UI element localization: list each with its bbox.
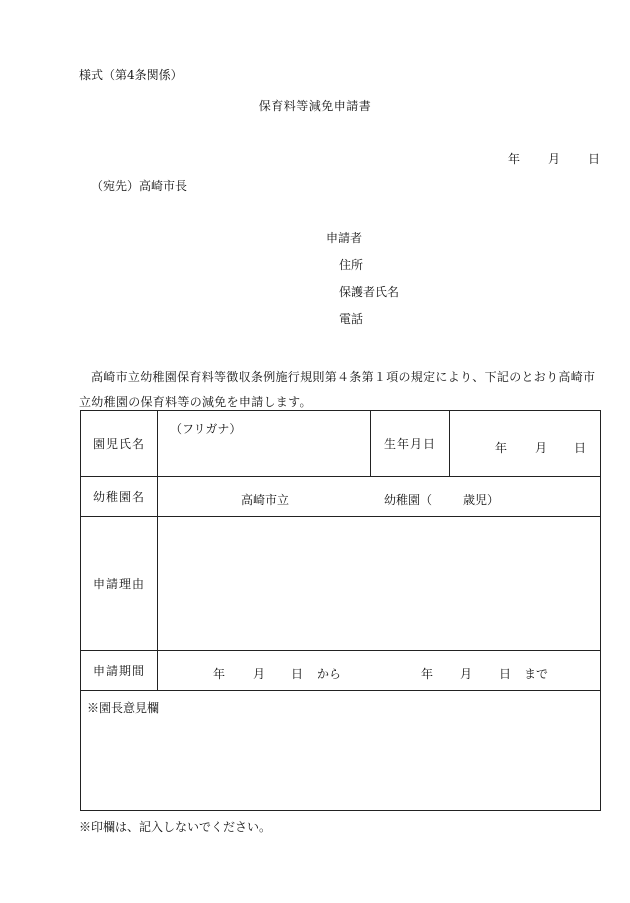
remarks-row: [81, 691, 601, 811]
applicant-guardian-name-label: 保護者氏名: [339, 285, 400, 299]
child-name-field[interactable]: [158, 411, 371, 477]
application-form-table: [80, 410, 601, 811]
page-title: 保育料等減免申請書: [258, 99, 372, 113]
period-to-day: 日: [499, 667, 512, 681]
footnote: ※印欄は、記入しないでください。: [79, 820, 272, 834]
kindergarten-row: [81, 477, 601, 517]
applicant-phone-label: 電話: [339, 312, 364, 326]
kindergarten-suffix: 幼稚園（: [384, 493, 433, 507]
dob-month-label: 月: [535, 441, 548, 455]
period-label: 申請期間: [81, 651, 158, 691]
applicant-address-label: 住所: [339, 258, 364, 272]
principal-remarks-field: [81, 691, 601, 811]
period-row: [81, 651, 601, 691]
period-from-day: 日: [291, 667, 304, 681]
period-to-word: まで: [524, 667, 549, 681]
period-to-year: 年: [421, 667, 434, 681]
applicant-heading: 申請者: [326, 231, 363, 245]
period-to-month: 月: [460, 667, 473, 681]
form-number-label: 様式（第4条関係）: [79, 68, 183, 82]
furigana-label: （フリガナ）: [170, 422, 242, 436]
addressee: （宛先）高崎市長: [91, 179, 188, 193]
age-suffix: 歳児）: [463, 493, 500, 507]
dob-label: 生年月日: [371, 411, 450, 477]
child-name-row: [81, 411, 601, 477]
reason-field[interactable]: [158, 517, 601, 651]
child-name-label: 園児氏名: [81, 411, 158, 477]
period-from-year: 年: [213, 667, 226, 681]
dob-field[interactable]: [450, 411, 601, 477]
application-statement: 高崎市立幼稚園保育料等徴収条例施行規則第４条第１項の規定により、下記のとおり高崎市立幼稚園の保育料等の減免を申請します。: [79, 370, 596, 409]
date-year-label: 年: [508, 152, 521, 166]
principal-remarks-label: ※園長意見欄: [87, 701, 160, 715]
date-day-label: 日: [588, 152, 601, 166]
date-month-label: 月: [548, 152, 561, 166]
dob-day-label: 日: [574, 441, 587, 455]
period-from-word: から: [317, 667, 342, 681]
kindergarten-field[interactable]: [158, 477, 601, 517]
period-from-month: 月: [253, 667, 266, 681]
reason-row: [81, 517, 601, 651]
kindergarten-prefix: 高崎市立: [241, 493, 290, 507]
dob-year-label: 年: [495, 441, 508, 455]
reason-label: 申請理由: [81, 517, 158, 651]
period-field[interactable]: [158, 651, 601, 691]
kindergarten-label: 幼稚園名: [81, 477, 158, 517]
